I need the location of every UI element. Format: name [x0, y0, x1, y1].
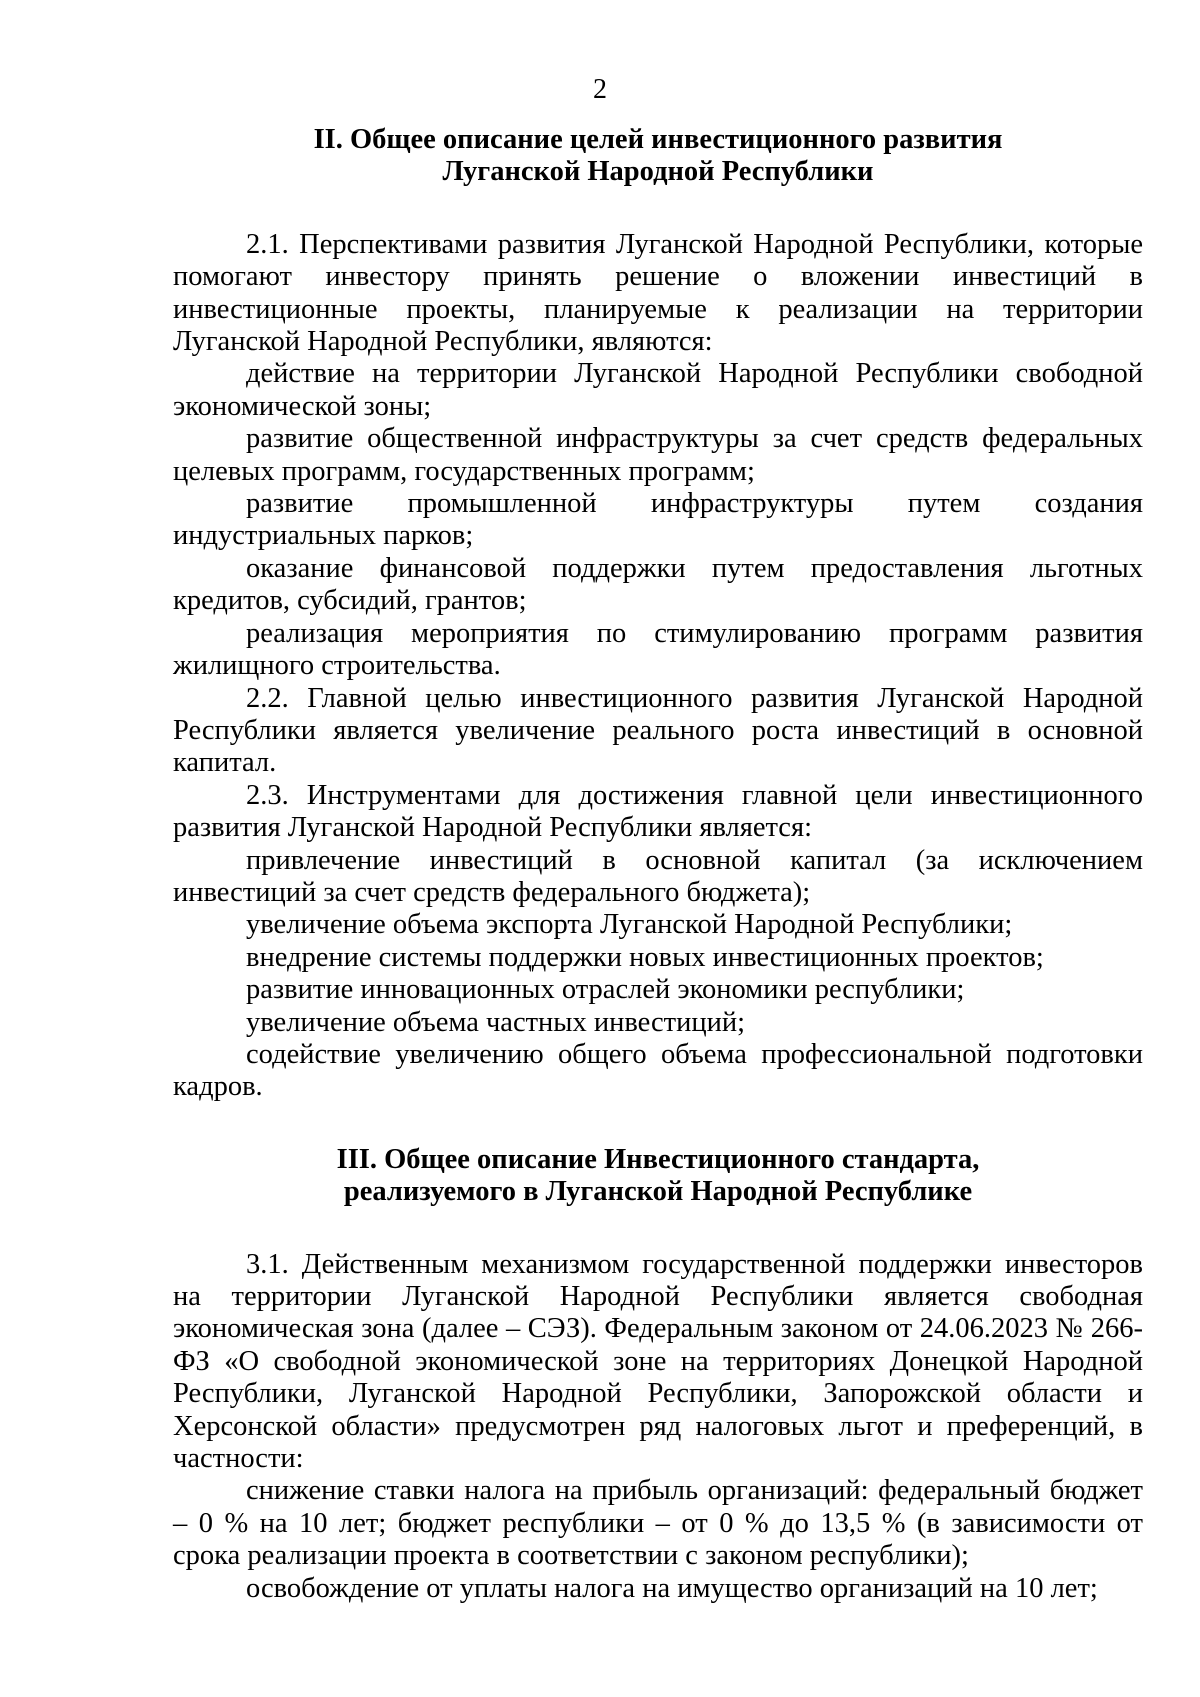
list-item: освобождение от уплаты налога на имущество организаций на 10 лет;: [246, 1572, 1098, 1604]
list-item: снижение ставки налога на прибыль организаций: федеральный бюджет – 0 % на 10 лет; бюджет республики – от 0 % до 13,5 % (в зависимости от срока реализации проекта в соответствии с законом республики);: [173, 1475, 1143, 1572]
paragraph-3-1: 3.1. Действенным механизмом государственной поддержки инвесторов на территории Луганской Народной Республики является свободная экономическая зона (далее – СЭЗ). Федеральным законом от 24.06.2023 № 266-ФЗ «О свободной экономической зоне на территориях Донецкой Народной Республики, Луганской Народной Республики, Запорожской области и Херсонской области» предусмотрен ряд налоговых льгот и преференций, в частности:: [173, 1248, 1143, 1475]
list-item: внедрение системы поддержки новых инвестиционных проектов;: [246, 941, 1044, 973]
section-3-heading: [173, 1144, 1143, 1209]
list-item: развитие инновационных отраслей экономики республики;: [246, 974, 965, 1006]
list-item: содействие увеличению общего объема профессиональной подготовки кадров.: [173, 1038, 1143, 1103]
section-2-heading: [173, 124, 1143, 189]
section-3-title-line-2: реализуемого в Луганской Народной Республике: [343, 1176, 973, 1208]
list-item: оказание финансовой поддержки путем предоставления льготных кредитов, субсидий, грантов;: [173, 552, 1143, 617]
paragraph-2-1: 2.1. Перспективами развития Луганской Народной Республики, которые помогают инвестору принять решение о вложении инвестиций в инвестиционные проекты, планируемые к реализации на территории Луганской Народной Республики, являются:: [173, 228, 1143, 358]
paragraph-2-2: 2.2. Главной целью инвестиционного развития Луганской Народной Республики является увеличение реального роста инвестиций в основной капитал.: [173, 682, 1143, 779]
list-item: привлечение инвестиций в основной капитал (за исключением инвестиций за счет средств федерального бюджета);: [173, 844, 1143, 908]
section-2-title-line-2: Луганской Народной Республики: [442, 156, 874, 188]
section-2-title-line-1: II. Общее описание целей инвестиционного развития: [313, 124, 1003, 155]
document-body: [173, 124, 1143, 1605]
page-number: 2: [593, 74, 607, 105]
list-item: увеличение объема частных инвестиций;: [246, 1006, 746, 1038]
section-2-body: [173, 229, 1143, 1104]
paragraph-2-3: 2.3. Инструментами для достижения главной цели инвестиционного развития Луганской Народной Республики является:: [173, 779, 1143, 844]
list-item: увеличение объема экспорта Луганской Народной Республики;: [246, 909, 1013, 941]
list-item: действие на территории Луганской Народной Республики свободной экономической зоны;: [173, 358, 1143, 422]
list-item: развитие общественной инфраструктуры за счет средств федеральных целевых программ, государственных программ;: [173, 423, 1143, 487]
section-3-title-line-1: III. Общее описание Инвестиционного стандарта,: [336, 1143, 980, 1175]
list-item: развитие промышленной инфраструктуры путем создания индустриальных парков;: [173, 488, 1143, 552]
section-3-body: [173, 1249, 1143, 1605]
list-item: реализация мероприятия по стимулированию программ развития жилищного строительства.: [173, 617, 1143, 682]
